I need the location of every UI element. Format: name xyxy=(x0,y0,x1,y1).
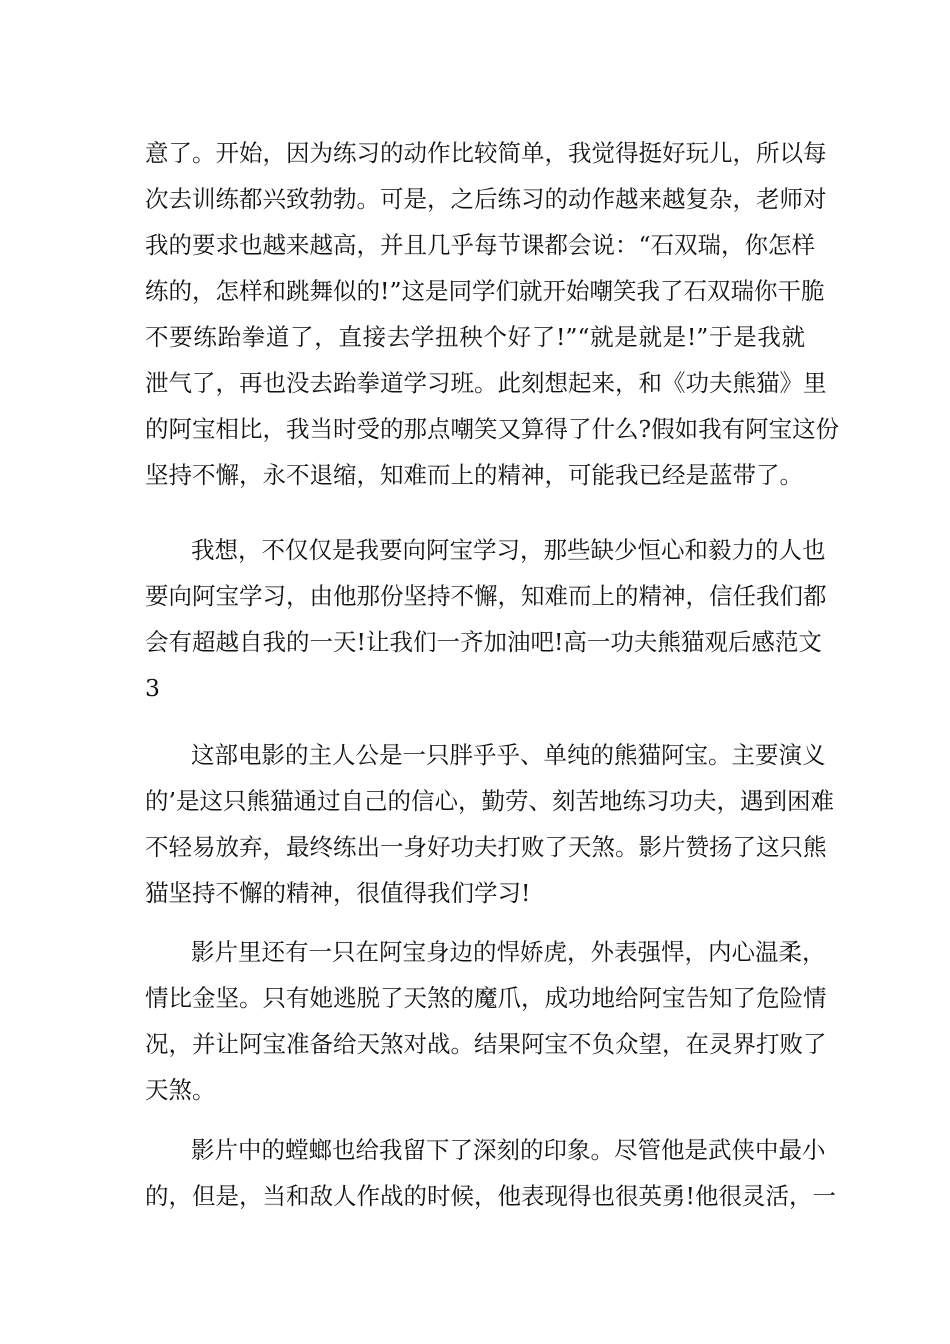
text-line: 况，并让阿宝准备给天煞对战。结果阿宝不负众望，在灵界打败了 xyxy=(145,1030,827,1058)
text-line: 猫坚持不懈的精神，很值得我们学习! xyxy=(145,879,531,907)
text-line: 不要练跆拳道了，直接去学扭秧个好了!”“就是就是!”于是我就 xyxy=(145,323,805,351)
text-line: 影片中的螳螂也给我留下了深刻的印象。尽管他是武侠中最小 xyxy=(191,1136,826,1164)
text-line: 这部电影的主人公是一只胖乎乎、单纯的熊猫阿宝。主要演义 xyxy=(191,741,826,769)
text-line: 3 xyxy=(145,674,160,702)
text-line: 泄气了，再也没去跆拳道学习班。此刻想起来，和《功夫熊猫》里 xyxy=(145,369,827,397)
text-line: 我的要求也越来越高，并且几乎每节课都会说：“石双瑞，你怎样 xyxy=(145,231,816,259)
text-line: 天煞。 xyxy=(145,1076,216,1104)
text-line: 要向阿宝学习，由他那份坚持不懈，知难而上的精神，信任我们都 xyxy=(145,582,827,610)
text-line: 会有超越自我的一天!让我们一齐加油吧!高一功夫熊猫观后感范文 xyxy=(145,628,822,656)
text-line: 的，但是，当和敌人作战的时候，他表现得也很英勇!他很灵活，一 xyxy=(145,1182,836,1210)
text-line: 意了。开始，因为练习的动作比较简单，我觉得挺好玩儿，所以每 xyxy=(145,139,827,167)
text-line: 练的，怎样和跳舞似的!”这是同学们就开始嘲笑我了石双瑞你干脆 xyxy=(145,277,825,305)
text-line: 次去训练都兴致勃勃。可是，之后练习的动作越来越复杂，老师对 xyxy=(145,185,827,213)
text-line: 情比金坚。只有她逃脱了天煞的魔爪，成功地给阿宝告知了危险情 xyxy=(145,984,827,1012)
text-line: 我想，不仅仅是我要向阿宝学习，那些缺少恒心和毅力的人也 xyxy=(191,536,826,564)
text-line: 不轻易放弃，最终练出一身好功夫打败了天煞。影片赞扬了这只熊 xyxy=(145,833,827,861)
text-line: 坚持不懈，永不退缩，知难而上的精神，可能我已经是蓝带了。 xyxy=(145,461,803,489)
text-line: 影片里还有一只在阿宝身边的悍娇虎，外表强悍，内心温柔， xyxy=(191,938,826,966)
text-line: 的阿宝相比，我当时受的那点嘲笑又算得了什么?假如我有阿宝这份 xyxy=(145,415,840,443)
text-line: 的’是这只熊猫通过自己的信心，勤劳、刻苦地练习功夫，遇到困难 xyxy=(145,787,834,815)
